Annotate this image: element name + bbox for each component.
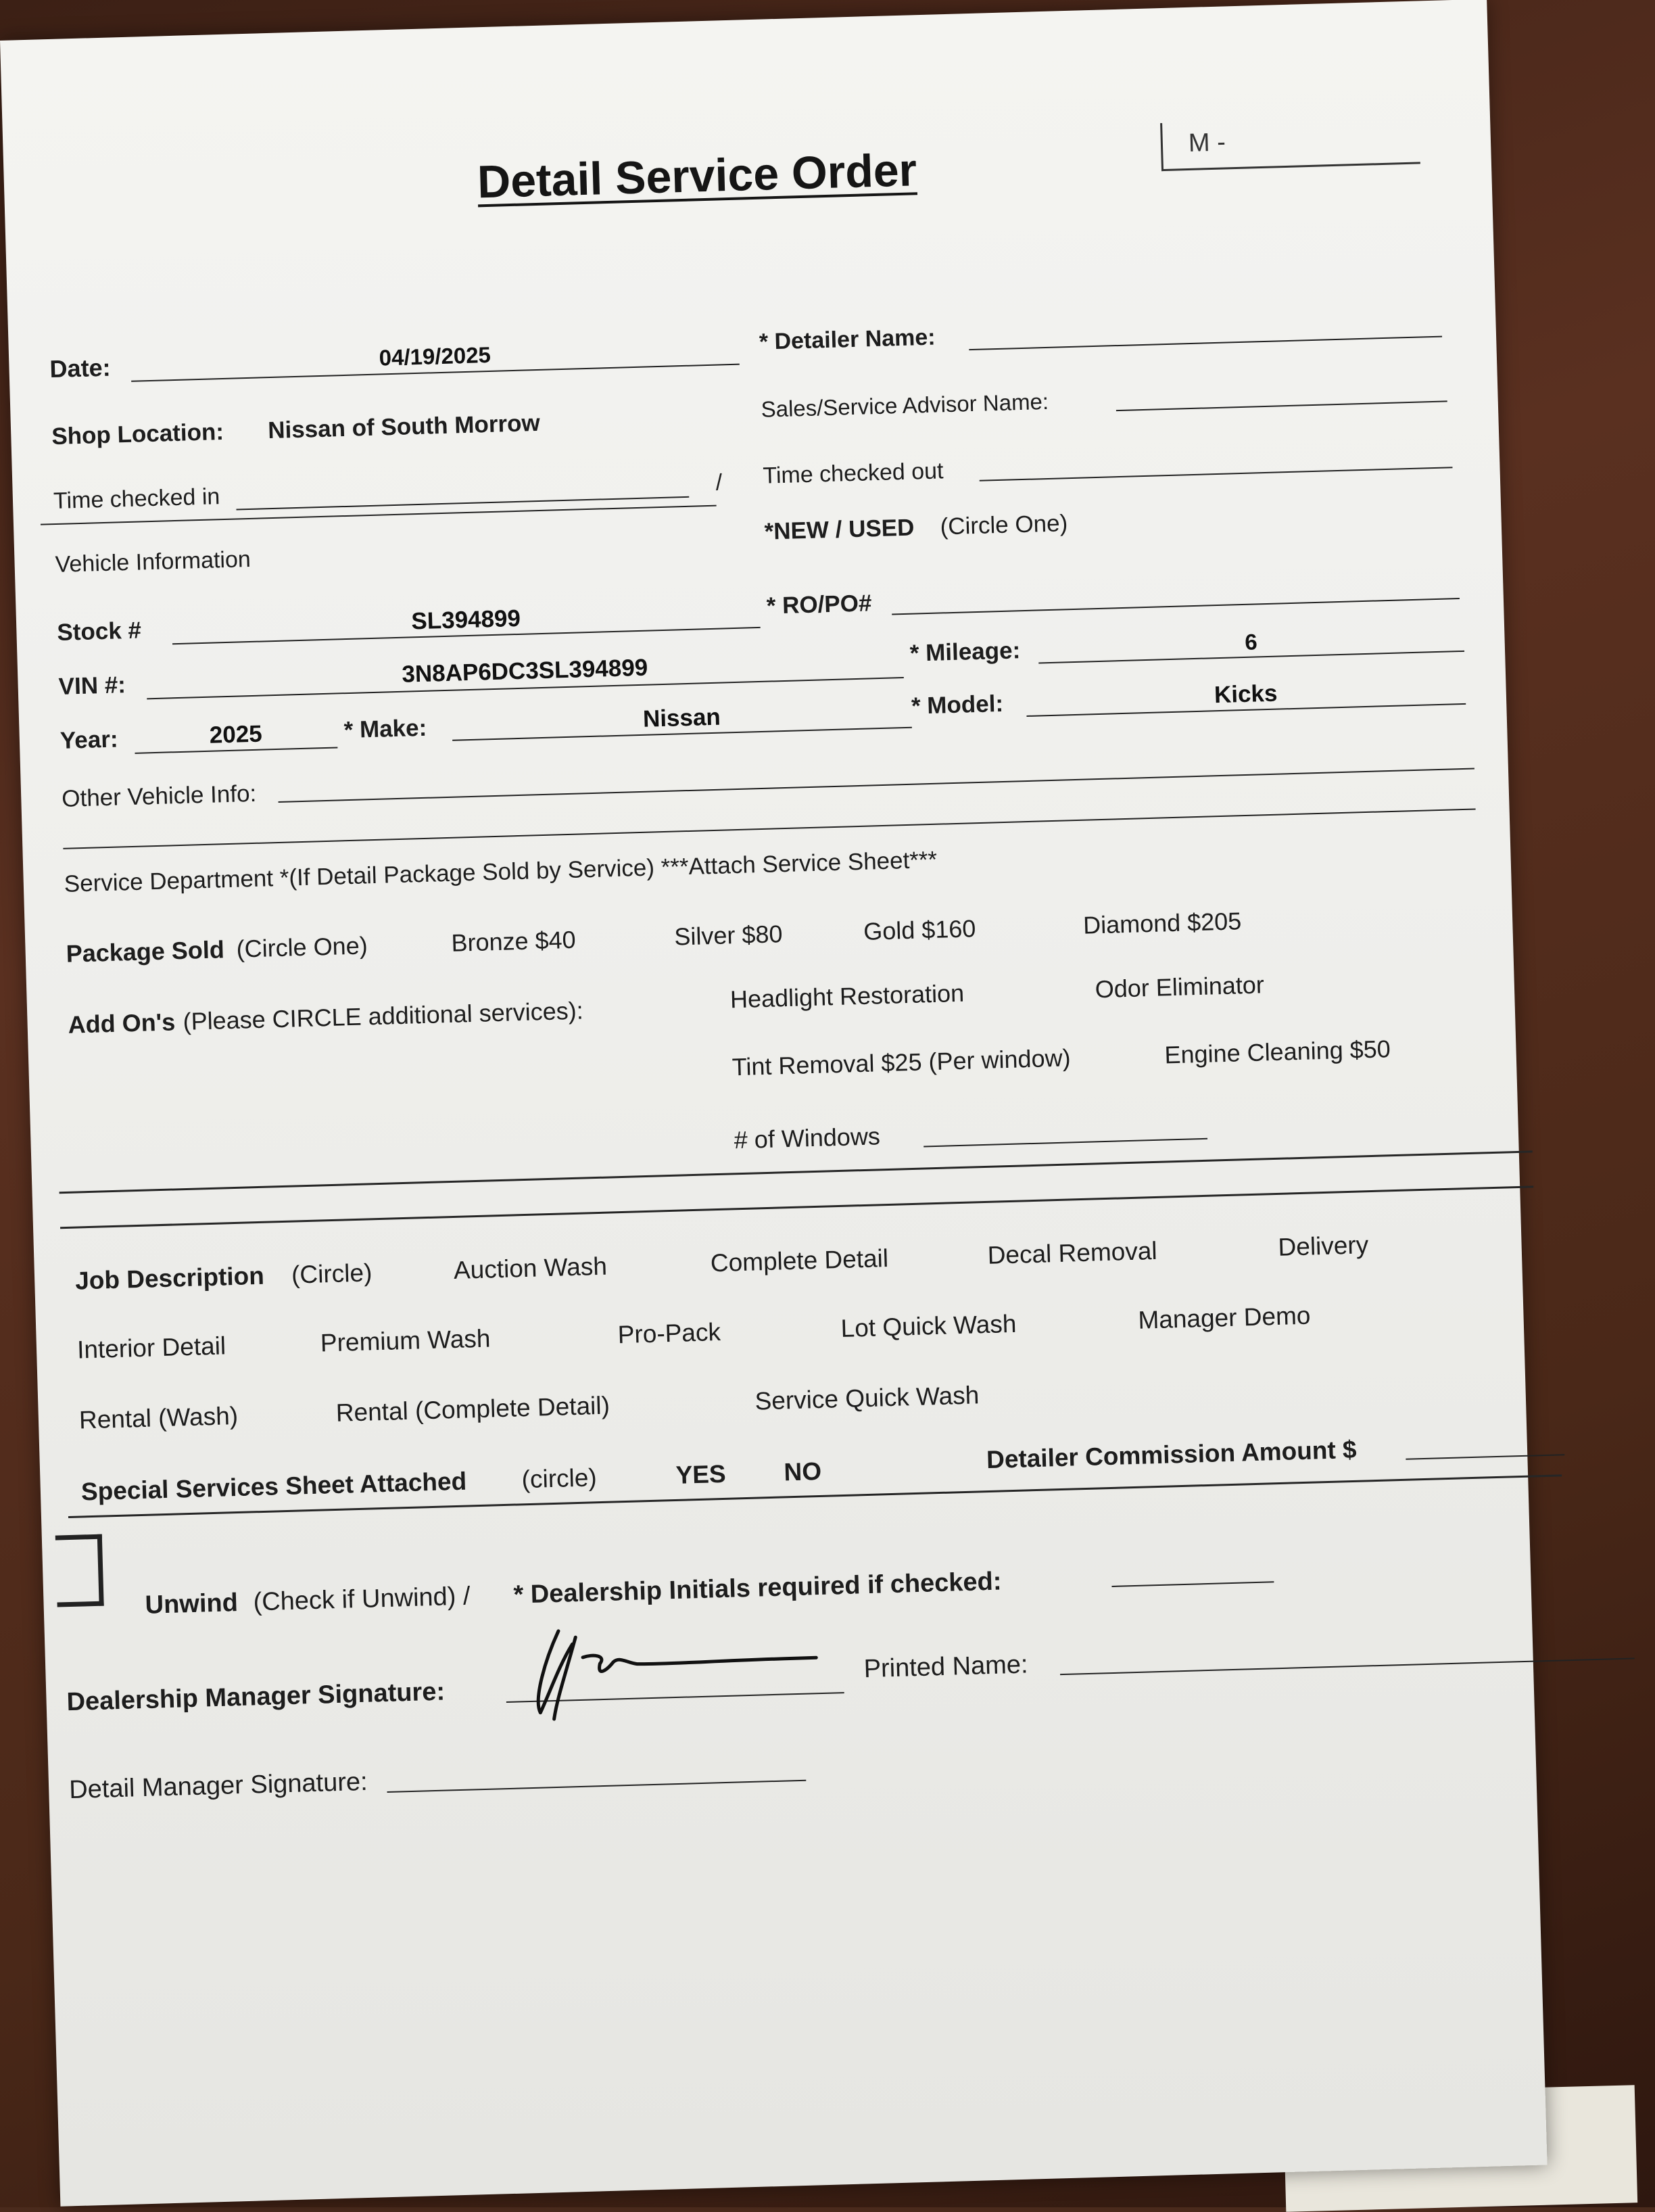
unwind-checkbox[interactable] [55,1534,104,1607]
job-rental-complete-detail[interactable]: Rental (Complete Detail) [335,1391,610,1427]
addons-hint: (Please CIRCLE additional services): [183,996,584,1036]
detailer-name-label: * Detailer Name: [759,324,936,355]
model-value: Kicks [1214,680,1278,709]
make-label: * Make: [343,714,427,744]
vin-value: 3N8AP6DC3SL394899 [401,654,648,688]
addon-odor[interactable]: Odor Eliminator [1095,970,1265,1004]
job-interior-detail[interactable]: Interior Detail [76,1332,226,1364]
time-out-label: Time checked out [762,458,944,489]
divider-1 [59,1150,1533,1194]
model-label: * Model: [911,690,1004,720]
job-pro-pack[interactable]: Pro-Pack [617,1317,721,1349]
windows-line[interactable] [924,1138,1207,1148]
job-hint: (Circle) [291,1258,373,1289]
shop-location-value: Nissan of South Morrow [267,409,541,444]
ropo-line[interactable] [892,598,1460,615]
printed-name-label: Printed Name: [863,1650,1029,1684]
service-dept-text: Service Department *(If Detail Package Sold by Service) ***Attach Service Sheet*** [64,846,938,897]
order-number-label: M - [1188,128,1226,158]
package-bronze[interactable]: Bronze $40 [450,925,577,957]
package-silver[interactable]: Silver $80 [673,920,783,951]
mileage-label: * Mileage: [909,637,1021,667]
detail-signature-line[interactable] [387,1780,807,1793]
dealer-signature-label: Dealership Manager Signature: [66,1677,446,1717]
other-info-label: Other Vehicle Info: [61,780,257,812]
job-lot-quick-wash[interactable]: Lot Quick Wash [840,1309,1017,1343]
windows-label: # of Windows [734,1122,881,1154]
unwind-label: Unwind [145,1589,239,1620]
package-gold[interactable]: Gold $160 [863,914,976,945]
job-complete-detail[interactable]: Complete Detail [710,1244,889,1277]
vehicle-info-label: Vehicle Information [55,546,251,578]
unwind-initials-line[interactable] [1111,1581,1274,1587]
job-label: Job Description [74,1261,265,1295]
shop-location-label: Shop Location: [51,418,224,450]
time-separator: / [715,469,723,496]
job-manager-demo[interactable]: Manager Demo [1137,1301,1311,1334]
special-no[interactable]: NO [783,1457,822,1486]
addon-headlight[interactable]: Headlight Restoration [729,979,965,1014]
special-services-label: Special Services Sheet Attached [80,1467,467,1506]
make-value: Nissan [642,703,721,732]
year-label: Year: [59,726,119,754]
job-decal-removal[interactable]: Decal Removal [987,1236,1158,1269]
mileage-value: 6 [1244,629,1258,655]
package-diamond[interactable]: Diamond $205 [1082,907,1242,939]
other-info-line[interactable] [279,768,1474,803]
job-auction-wash[interactable]: Auction Wash [453,1252,608,1284]
special-services-hint: (circle) [521,1463,598,1494]
handwritten-signature [517,1609,844,1726]
unwind-hint: (Check if Unwind) / [253,1582,471,1617]
package-label: Package Sold [66,935,225,968]
date-label: Date: [49,353,112,383]
stock-label: Stock # [56,617,142,646]
package-hint: (Circle One) [236,931,368,963]
time-out-line[interactable] [980,467,1453,481]
divider-2 [60,1185,1533,1229]
commission-label: Detailer Commission Amount $ [986,1435,1358,1474]
stock-value: SL394899 [410,605,521,635]
date-value: 04/19/2025 [379,342,491,371]
other-info-line-2[interactable] [63,809,1475,849]
addons-label: Add On's [68,1008,176,1039]
job-delivery[interactable]: Delivery [1277,1231,1369,1261]
new-used-hint: (Circle One) [940,510,1068,540]
advisor-name-line[interactable] [1116,400,1447,411]
unwind-initials-label: * Dealership Initials required if checked: [512,1567,1003,1609]
job-rental-wash[interactable]: Rental (Wash) [78,1401,239,1434]
job-premium-wash[interactable]: Premium Wash [320,1324,491,1357]
advisor-name-label: Sales/Service Advisor Name: [761,388,1049,422]
job-service-quick-wash[interactable]: Service Quick Wash [754,1381,980,1415]
detailer-name-line[interactable] [969,336,1442,351]
addon-tint-removal[interactable]: Tint Removal $25 (Per window) [731,1043,1072,1081]
addon-engine-cleaning[interactable]: Engine Cleaning $50 [1164,1035,1391,1069]
ropo-label: * RO/PO# [766,590,872,619]
special-yes[interactable]: YES [675,1459,727,1489]
new-used-label[interactable]: *NEW / USED [764,514,915,545]
time-in-label: Time checked in [53,484,220,515]
vin-label: VIN #: [58,672,126,700]
form-title: Detail Service Order [477,144,918,208]
order-number-box[interactable] [1160,116,1420,171]
detail-signature-label: Detail Manager Signature: [68,1767,368,1805]
year-value: 2025 [209,720,263,749]
